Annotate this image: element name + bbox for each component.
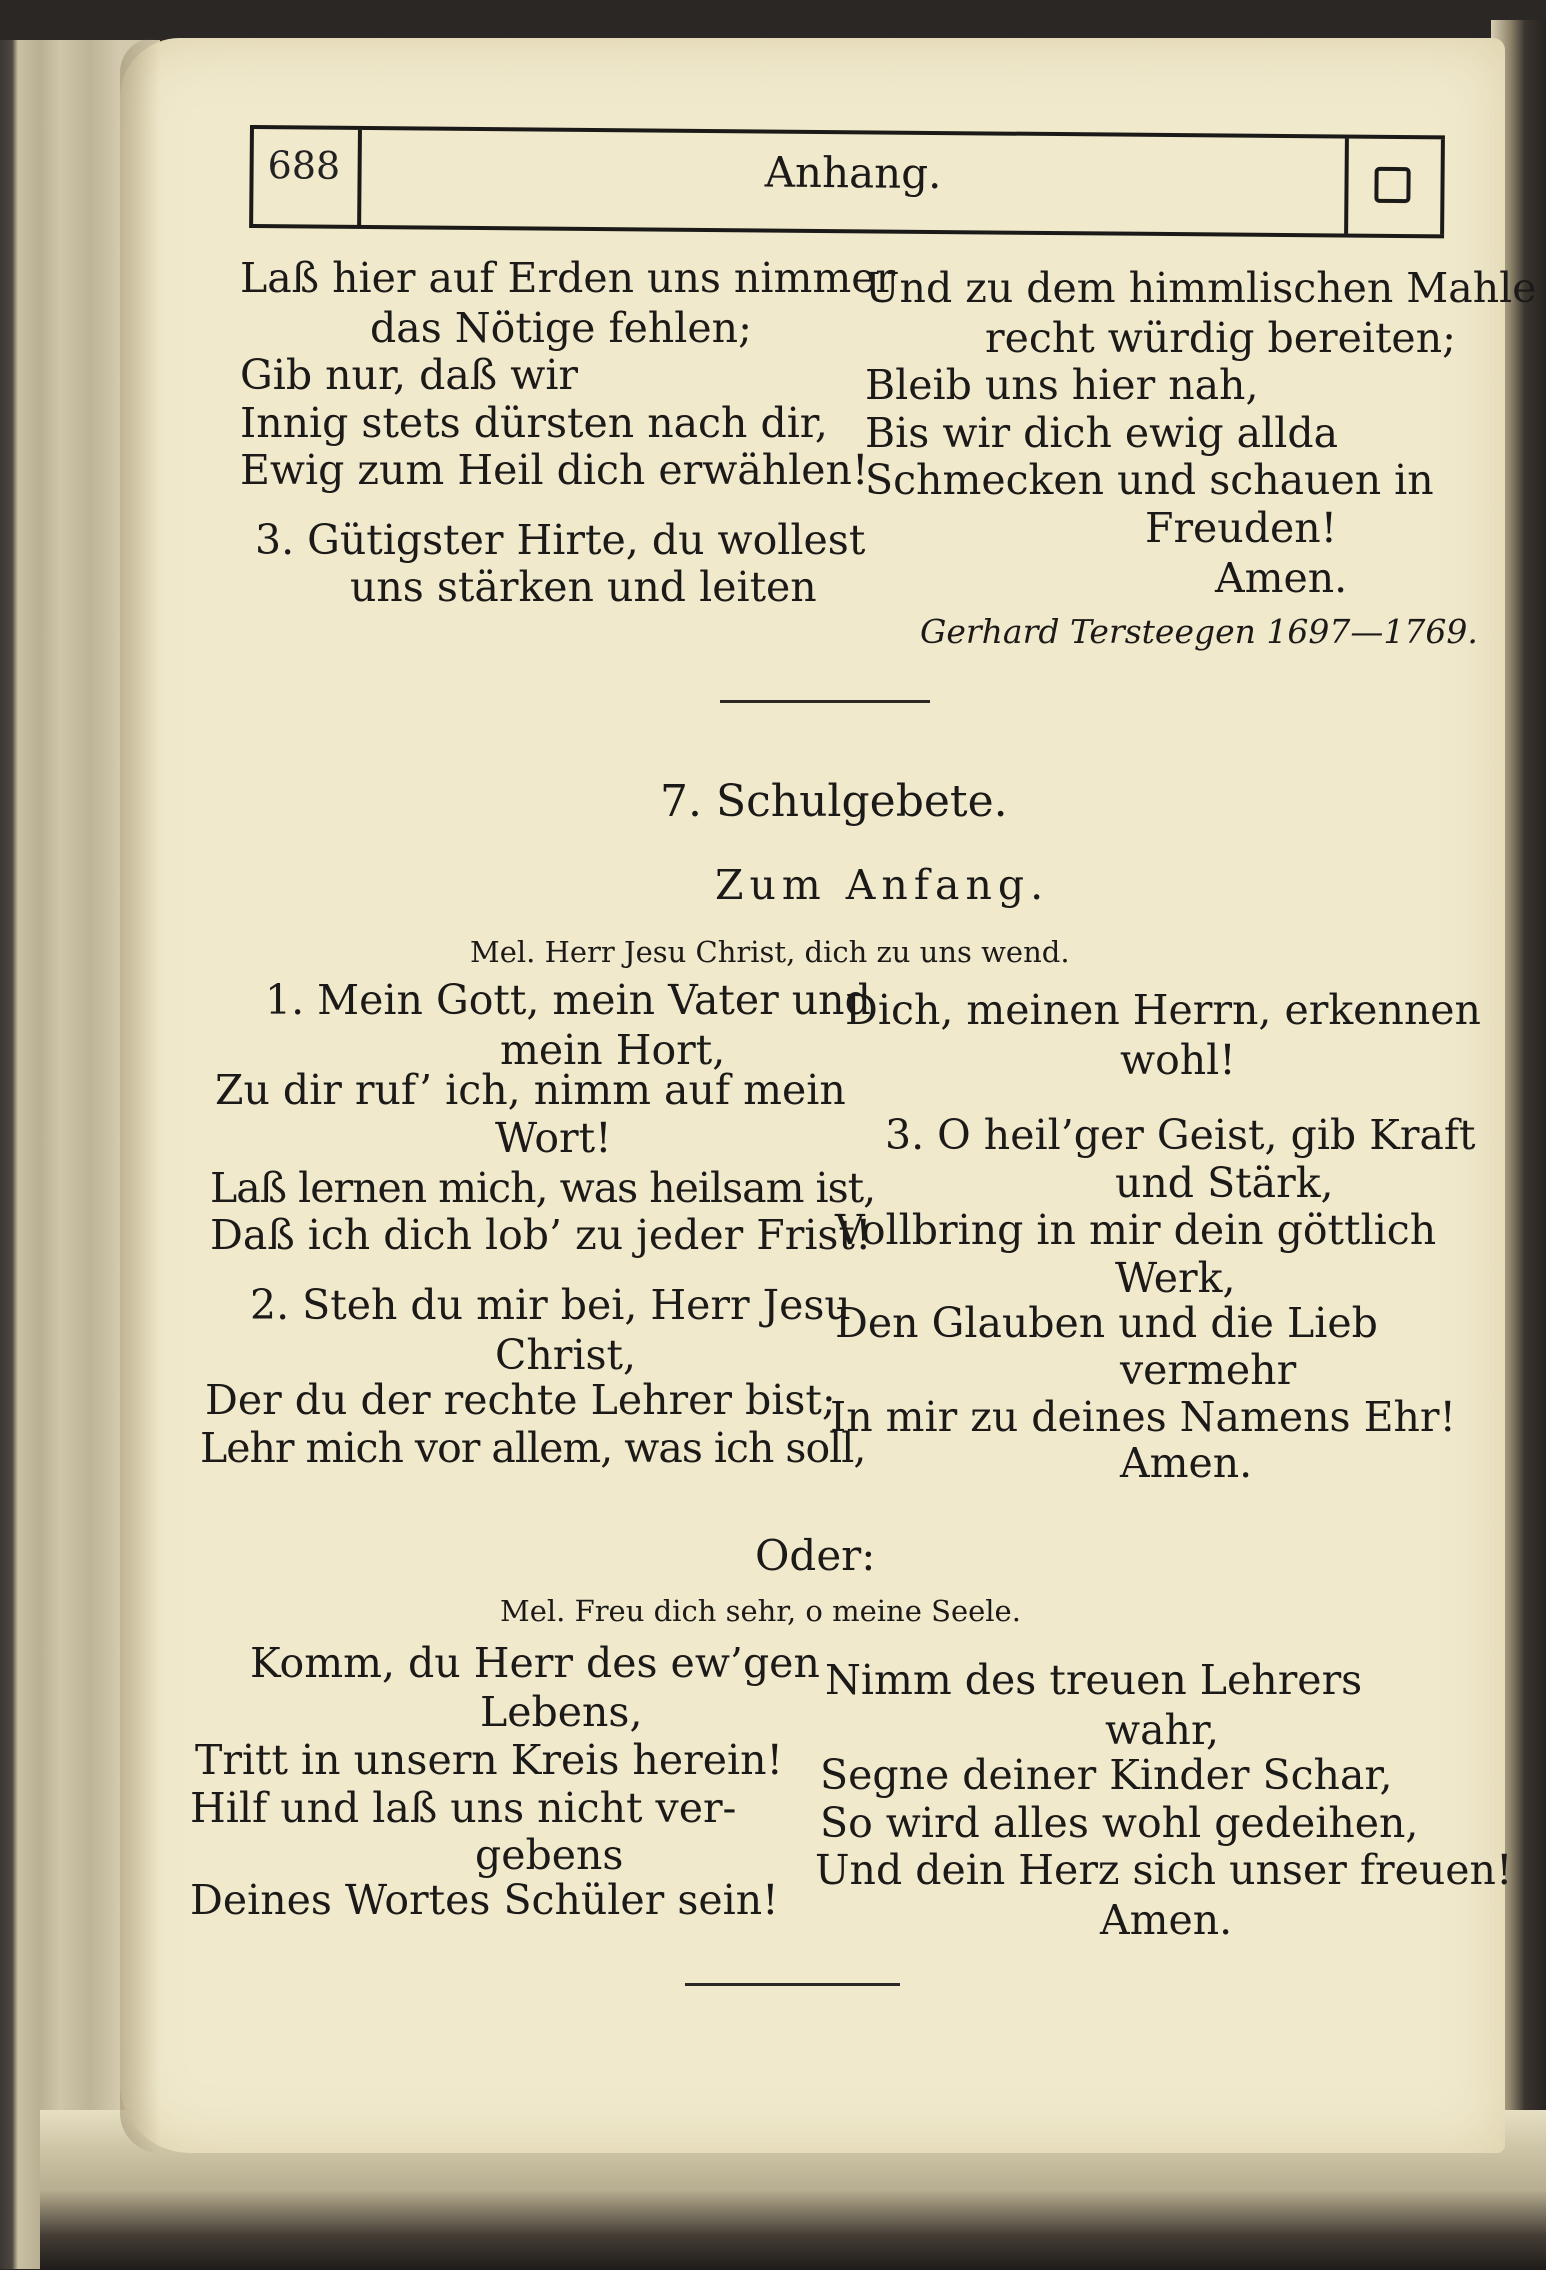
verse-line: Freuden! bbox=[1145, 504, 1338, 552]
running-title: Anhang. bbox=[764, 147, 942, 199]
verse-line: Ewig zum Heil dich erwählen! bbox=[240, 446, 869, 494]
verse-line: Deines Wortes Schüler sein! bbox=[190, 1876, 779, 1924]
verse-line: recht würdig bereiten; bbox=[985, 314, 1456, 362]
verse-line: Lehr mich vor allem, was ich soll, bbox=[200, 1424, 866, 1472]
verse-line: Christ, bbox=[495, 1331, 637, 1379]
verse-line: 3. O heil’ger Geist, gib Kraft bbox=[885, 1111, 1476, 1159]
square-ornament-icon bbox=[1374, 167, 1410, 203]
section-subheading: Zum Anfang. bbox=[715, 861, 1050, 909]
verse-line: Amen. bbox=[1120, 1439, 1253, 1487]
section-heading: 7. Schulgebete. bbox=[660, 776, 1008, 827]
verse-line: wohl! bbox=[1120, 1036, 1236, 1084]
verse-line: Dich, meinen Herrn, erkennen bbox=[845, 986, 1481, 1034]
verse-line: 2. Steh du mir bei, Herr Jesu bbox=[250, 1281, 851, 1329]
verse-line: In mir zu deines Namens Ehr! bbox=[830, 1393, 1457, 1441]
verse-line: mein Hort, bbox=[500, 1026, 726, 1074]
verse-line: Der du der rechte Lehrer bist; bbox=[205, 1376, 836, 1424]
verse-line: Segne deiner Kinder Schar, bbox=[820, 1751, 1393, 1799]
verse-line: Bleib uns hier nah, bbox=[865, 361, 1259, 409]
verse-line: gebens bbox=[475, 1831, 624, 1879]
section-divider bbox=[720, 700, 930, 703]
verse-line: Bis wir dich ewig allda bbox=[865, 409, 1339, 457]
verse-line: Daß ich dich lob’ zu jeder Frist! bbox=[210, 1211, 872, 1259]
page-header bbox=[249, 125, 1445, 238]
verse-line: vermehr bbox=[1120, 1346, 1297, 1394]
verse-line: Amen. bbox=[1100, 1896, 1233, 1944]
verse-line: Innig stets dürsten nach dir, bbox=[240, 399, 828, 447]
verse-line: Laß hier auf Erden uns nimmer bbox=[240, 254, 896, 302]
header-rule bbox=[1440, 139, 1445, 234]
verse-line: Laß lernen mich, was heilsam ist, bbox=[210, 1164, 876, 1212]
verse-line: uns stärken und leiten bbox=[350, 563, 817, 611]
section-heading: Oder: bbox=[755, 1531, 876, 1580]
verse-line: Werk, bbox=[1115, 1254, 1236, 1302]
verse-line: Wort! bbox=[495, 1114, 612, 1162]
verse-line: Lebens, bbox=[480, 1688, 643, 1736]
verse-line: Den Glauben und die Lieb bbox=[835, 1299, 1378, 1347]
verse-line: und Stärk, bbox=[1115, 1159, 1334, 1207]
verse-line: Hilf und laß uns nicht ver- bbox=[190, 1784, 737, 1832]
verse-line: Nimm des treuen Lehrers bbox=[825, 1656, 1363, 1704]
hymn-author: Gerhard Tersteegen 1697—1769. bbox=[920, 612, 1478, 651]
verse-line: Gib nur, daß wir bbox=[240, 351, 579, 399]
verse-line: 1. Mein Gott, mein Vater und bbox=[265, 976, 871, 1024]
verse-line: Amen. bbox=[1215, 554, 1348, 602]
verse-line: So wird alles wohl gedeihen, bbox=[820, 1799, 1419, 1847]
melody-note: Mel. Herr Jesu Christ, dich zu uns wend. bbox=[470, 935, 1070, 969]
verse-line: Zu dir ruf’ ich, nimm auf mein bbox=[215, 1066, 846, 1114]
verse-line: Tritt in unsern Kreis herein! bbox=[195, 1736, 783, 1784]
verse-line: Komm, du Herr des ew’gen bbox=[250, 1639, 820, 1687]
verse-line: Und zu dem himmlischen Mahle bbox=[865, 264, 1537, 312]
verse-line: wahr, bbox=[1105, 1706, 1220, 1754]
page-number: 688 bbox=[267, 143, 341, 188]
header-rule bbox=[249, 129, 254, 224]
verse-line: 3. Gütigster Hirte, du wollest bbox=[255, 516, 866, 564]
verse-line: das Nötige fehlen; bbox=[370, 304, 752, 352]
verse-line: Vollbring in mir dein göttlich bbox=[835, 1206, 1437, 1254]
section-divider bbox=[685, 1983, 900, 1986]
header-rule bbox=[1344, 139, 1349, 234]
verse-line: Und dein Herz sich unser freuen! bbox=[815, 1846, 1513, 1894]
verse-line: Schmecken und schauen in bbox=[865, 456, 1434, 504]
melody-note: Mel. Freu dich sehr, o meine Seele. bbox=[500, 1594, 1021, 1628]
